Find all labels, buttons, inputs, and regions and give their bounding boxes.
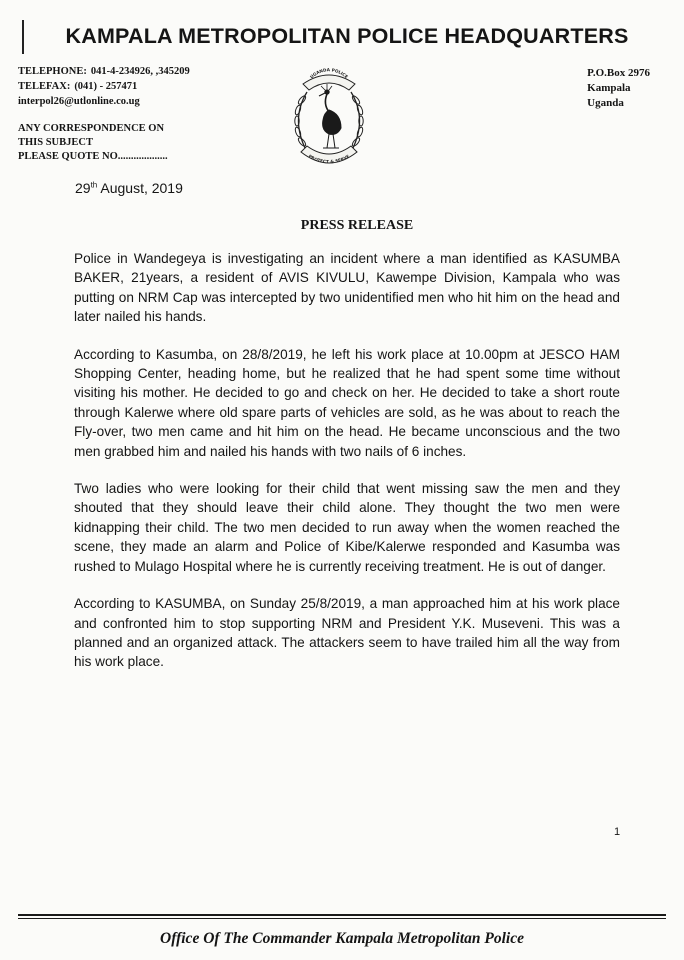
correspondence-line-3: PLEASE QUOTE NO................... xyxy=(18,151,168,162)
crest-top-text: UGANDA POLICE xyxy=(308,67,350,80)
paragraph-3: Two ladies who were looking for their child that went missing saw the men and they shouted that they should leave their child alone. They thought the two men were kidnapping their child. The two men decided to run away when the women reached the scene, they made an alarm and Police of Kibe/Kalerwe responded and Kasumba was rushed to Mulago Hospital where he is currently receiving treatment. He is out of danger. xyxy=(74,481,620,574)
release-date xyxy=(75,180,183,196)
correspondence-block xyxy=(18,122,168,164)
date-day: 29 xyxy=(75,180,91,196)
letterhead-title: KAMPALA METROPOLITAN POLICE HEADQUARTERS xyxy=(65,24,629,48)
telefax-line xyxy=(18,79,190,94)
address-block xyxy=(587,66,650,111)
footer-rule-thin xyxy=(18,918,666,919)
address-line-3: Uganda xyxy=(587,97,624,109)
date-suffix: th xyxy=(90,180,98,190)
release-body xyxy=(74,249,620,690)
telephone-label: TELEPHONE: xyxy=(18,66,87,77)
telephone-line xyxy=(18,64,190,79)
footer-rule xyxy=(18,914,666,916)
address-line-2: Kampala xyxy=(587,82,631,94)
email-line: interpol26@utlonline.co.ug xyxy=(18,96,140,107)
paragraph-4: According to KASUMBA, on Sunday 25/8/2019, a man approached him at his work place and confronted him to stop supporting NRM and President Y.K. Museveni. This was a planned and an organized attack. The attackers seem to have trailed him all the way from his work place. xyxy=(74,596,620,670)
date-month-year: August, 2019 xyxy=(97,180,183,196)
telefax-label: TELEFAX: xyxy=(18,81,71,92)
contact-block xyxy=(18,64,190,109)
crest-bottom-text: PROTECT & SERVE xyxy=(307,153,351,165)
correspondence-line-2: THIS SUBJECT xyxy=(18,137,93,148)
page-number: 1 xyxy=(614,826,621,838)
police-crest-icon xyxy=(283,58,375,174)
paragraph-2: According to Kasumba, on 28/8/2019, he left his work place at 10.00pm at JESCO HAM Shopping Center, heading home, but he realized that he had spent some time without visiting his mother. He decided to go and check on her. He decided to take a short route through Kalerwe where old spare parts of vehicles are sold, as he was about to reach the Fly-over, two men came and hit him on the head. He became unconscious and the two men grabbed him and nailed his hands with two nails of 6 inches. xyxy=(74,346,620,459)
telephone-value: 041-4-234926, ,345209 xyxy=(90,66,190,77)
correspondence-line-1: ANY CORRESPONDENCE ON xyxy=(18,123,165,134)
footer-office: Office Of The Commander Kampala Metropolitan Police xyxy=(160,930,524,947)
paragraph-1: Police in Wandegeya is investigating an incident where a man identified as KASUMBA BAKER, 21years, a resident of AVIS KIVULU, Kawempe Division, Kampala who was putting on NRM Cap was intercepted by two unidentified men who hit him on the head and later nailed his hands. xyxy=(74,251,620,325)
telefax-value: (041) - 257471 xyxy=(74,81,138,92)
address-line-1: P.O.Box 2976 xyxy=(587,67,650,79)
press-release-heading: PRESS RELEASE xyxy=(300,218,414,233)
